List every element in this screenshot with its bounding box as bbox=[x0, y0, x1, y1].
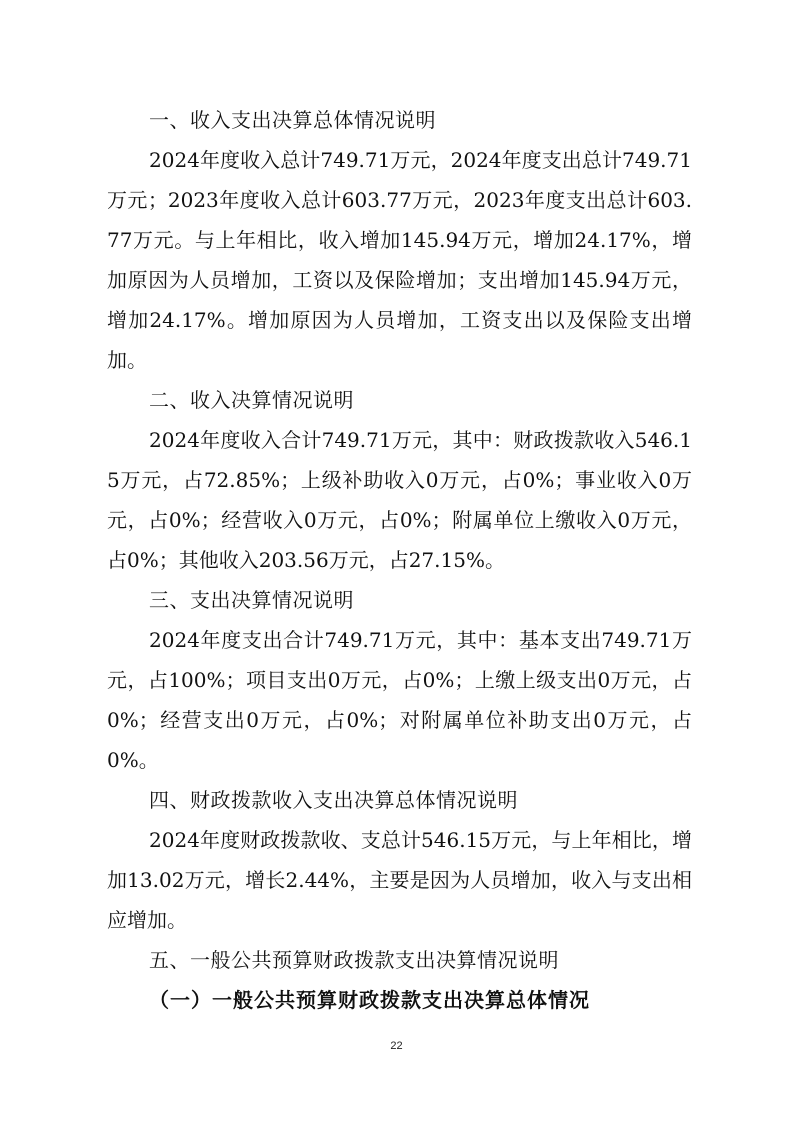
section-heading-income-expenditure-overview: 一、收入支出决算总体情况说明 bbox=[149, 108, 436, 132]
page-number: 22 bbox=[390, 1040, 403, 1052]
section-heading-fiscal-appropriation: 四、财政拨款收入支出决算总体情况说明 bbox=[149, 788, 518, 812]
section-heading-expenditure: 三、支出决算情况说明 bbox=[149, 588, 354, 612]
subsection-heading-general-public-budget-overview: （一）一般公共预算财政拨款支出决算总体情况 bbox=[149, 988, 590, 1012]
section-paragraph-fiscal-appropriation: 2024年度财政拨款收、支总计546.15万元，与上年相比，增加13.02万元，增长2.44%，主要是因为人员增加，收入与支出相应增加。 bbox=[107, 828, 692, 932]
section-paragraph-expenditure: 2024年度支出合计749.71万元，其中：基本支出749.71万元，占100%；项目支出0万元，占0%；上缴上级支出0万元，占0%；经营支出0万元，占0%；对附属单位补助支出0万元，占0%。 bbox=[107, 628, 692, 772]
section-heading-general-public-budget: 五、一般公共预算财政拨款支出决算情况说明 bbox=[149, 948, 559, 972]
section-paragraph-income: 2024年度收入合计749.71万元，其中：财政拨款收入546.15万元，占72.85%；上级补助收入0万元，占0%；事业收入0万元，占0%；经营收入0万元，占0%；附属单位上缴收入0万元，占0%；其他收入203.56万元，占27.15%。 bbox=[107, 428, 692, 572]
section-heading-income: 二、收入决算情况说明 bbox=[149, 388, 354, 412]
document-body bbox=[107, 100, 692, 1020]
section-paragraph-income-expenditure-overview: 2024年度收入总计749.71万元，2024年度支出总计749.71万元；2023年度收入总计603.77万元，2023年度支出总计603.77万元。与上年相比，收入增加145.94万元，增加24.17%，增加原因为人员增加，工资以及保险增加；支出增加145.94万元，增加24.17%。增加原因为人员增加，工资支出以及保险支出增加。 bbox=[107, 148, 692, 372]
